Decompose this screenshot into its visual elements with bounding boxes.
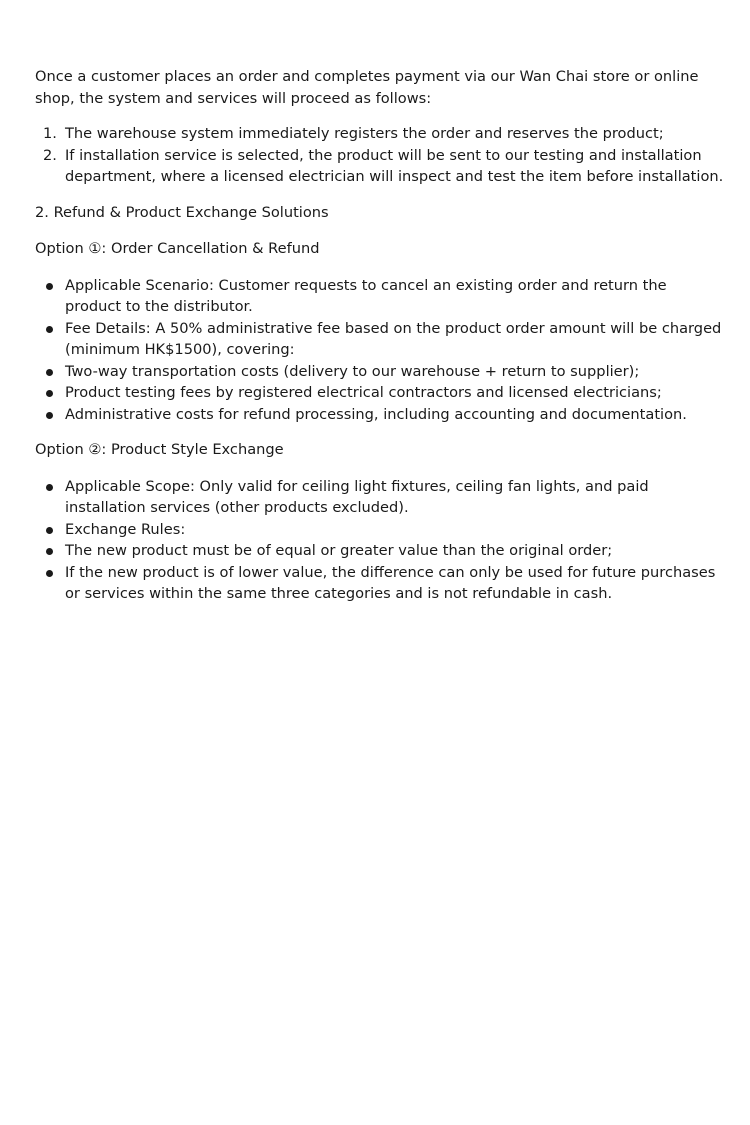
list-item-text: Exchange Rules:	[65, 520, 186, 538]
list-item	[35, 476, 725, 519]
list-item	[35, 318, 725, 361]
list-item-text: Fee Details: A 50% administrative fee based on the product order amount will be charged (minimum HK$1500), covering:	[65, 319, 722, 358]
list-item-text: Applicable Scope: Only valid for ceiling light fixtures, ceiling fan lights, and paid installation services (other products excluded).	[65, 477, 649, 516]
process-step	[35, 123, 725, 145]
section-heading: 2. Refund & Product Exchange Solutions	[35, 203, 329, 221]
option1-list	[35, 275, 725, 426]
list-item-text: Applicable Scenario: Customer requests to cancel an existing order and return the product to the distributor.	[65, 276, 667, 315]
list-item-text: Product testing fees by registered electrical contractors and licensed electricians;	[65, 384, 662, 401]
bullet-icon	[46, 412, 53, 419]
list-item-text: The new product must be of equal or greater value than the original order;	[65, 542, 613, 559]
list-item	[35, 519, 725, 541]
process-steps-list	[35, 123, 725, 188]
list-item-text: Two-way transportation costs (delivery to our warehouse + return to supplier);	[65, 362, 640, 380]
list-item	[35, 404, 725, 426]
step-text: If installation service is selected, the product will be sent to our testing and installation department, where a licensed electrician will inspect and test the item before installation.	[65, 146, 724, 185]
list-item-text: Administrative costs for refund processing, including accounting and documentation.	[65, 405, 687, 423]
list-item	[35, 361, 725, 383]
step-number: 2.	[43, 146, 57, 164]
bullet-icon	[46, 484, 53, 491]
document-body	[35, 66, 725, 619]
list-item	[35, 275, 725, 318]
process-step	[35, 145, 725, 188]
bullet-icon	[46, 527, 53, 534]
list-item-text: If the new product is of lower value, the difference can only be used for future purchases or services within the same three categories and is not refundable in cash.	[65, 563, 716, 602]
step-text: The warehouse system immediately registers the order and reserves the product;	[65, 125, 664, 142]
bullet-icon	[46, 390, 53, 397]
option1-heading: Option ①: Order Cancellation & Refund	[35, 240, 320, 257]
list-item	[35, 540, 725, 562]
bullet-icon	[46, 326, 53, 333]
intro-paragraph: Once a customer places an order and completes payment via our Wan Chai store or online shop, the system and services will proceed as follows:	[35, 68, 699, 107]
bullet-icon	[46, 570, 53, 577]
option2-list	[35, 476, 725, 605]
step-number: 1.	[43, 125, 57, 142]
bullet-icon	[46, 548, 53, 555]
list-item	[35, 382, 725, 404]
list-item	[35, 562, 725, 605]
option2-heading: Option ②: Product Style Exchange	[35, 441, 284, 458]
bullet-icon	[46, 283, 53, 290]
bullet-icon	[46, 369, 53, 376]
